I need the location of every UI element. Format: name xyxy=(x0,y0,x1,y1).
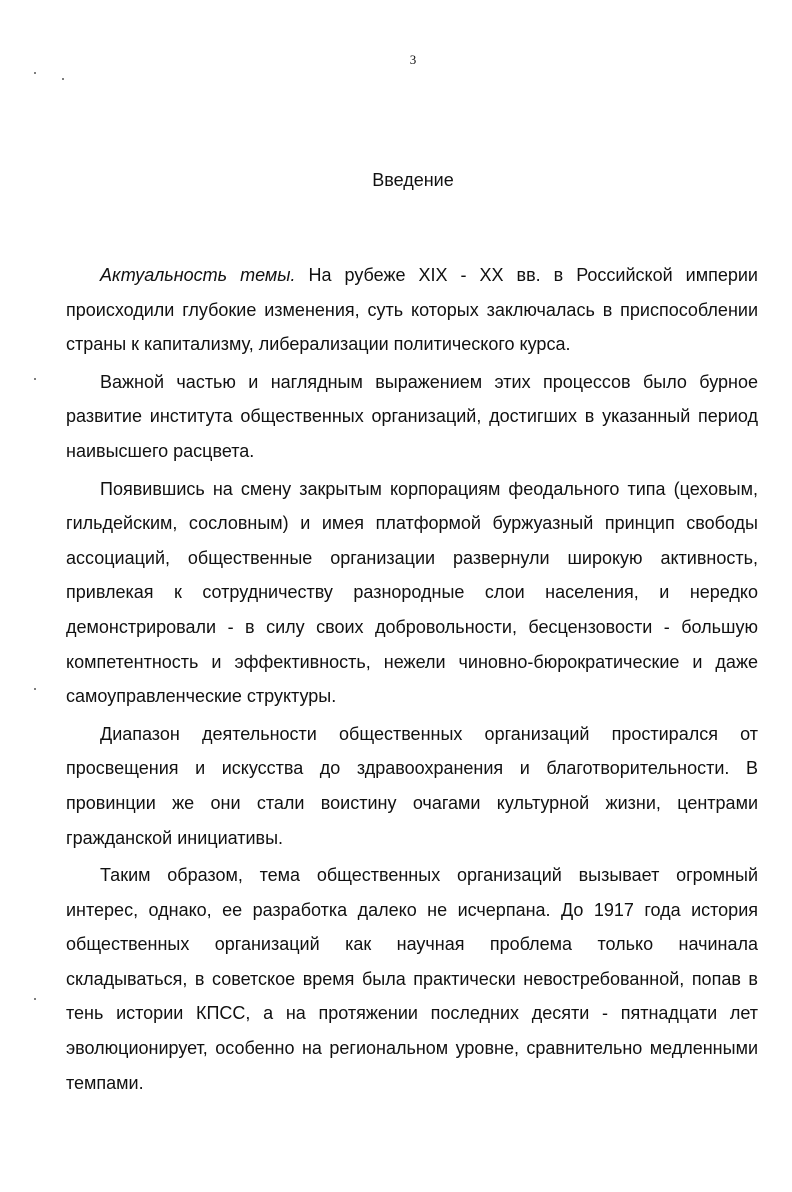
scan-speck xyxy=(34,72,36,74)
scan-speck xyxy=(34,688,36,690)
page-title: Введение xyxy=(372,170,454,190)
paragraph-5: Таким образом, тема общественных организаций вызывает огромный интерес, однако, ее разработка далеко не исчерпана. До 1917 года история общественных организаций как научная проблема только начинала складываться, в советское время была практически невостребованной, попав в тень истории КПСС, а на протяжении последних десяти - пятнадцати лет эволюционирует, особенно на региональном уровне, сравнительно медленными темпами. xyxy=(66,865,758,1093)
paragraph-2: Важной частью и наглядным выражением этих процессов было бурное развитие института общественных организаций, достигших в указанный период наивысшего расцвета. xyxy=(66,371,758,461)
paragraph-3: Появившись на смену закрытым корпорациям феодального типа (цеховым, гильдейским, сословным) и имея платформой буржуазный принцип свободы ассоциаций, общественные организации развернули широкую активность, привлекая к сотрудничеству разнородные слои населения, и нередко демонстрировали - в силу своих добровольности, бесцензовости - большую компетентность и эффективность, нежели чиновно-бюрократические и даже самоуправленческие структуры. xyxy=(66,478,758,707)
scan-speck xyxy=(34,998,36,1000)
scan-speck xyxy=(34,378,36,380)
page-number: 3 xyxy=(409,52,417,67)
paragraph-4: Диапазон деятельности общественных организаций простирался от просвещения и искусства до здравоохранения и благотворительности. В провинции же они стали воистину очагами культурной жизни, центрами гражданской инициативы. xyxy=(66,723,758,848)
paragraph-lead: Актуальность темы. xyxy=(100,265,296,285)
paragraph-text: На рубеже XIX - XX вв. в Российской империи происходили глубокие изменения, суть которых заключалась в приспособлении страны к капитализму, либерализации политического курса. xyxy=(66,265,758,355)
body-text xyxy=(66,258,758,1103)
scan-speck xyxy=(62,78,64,80)
paragraph-1 xyxy=(66,258,758,362)
